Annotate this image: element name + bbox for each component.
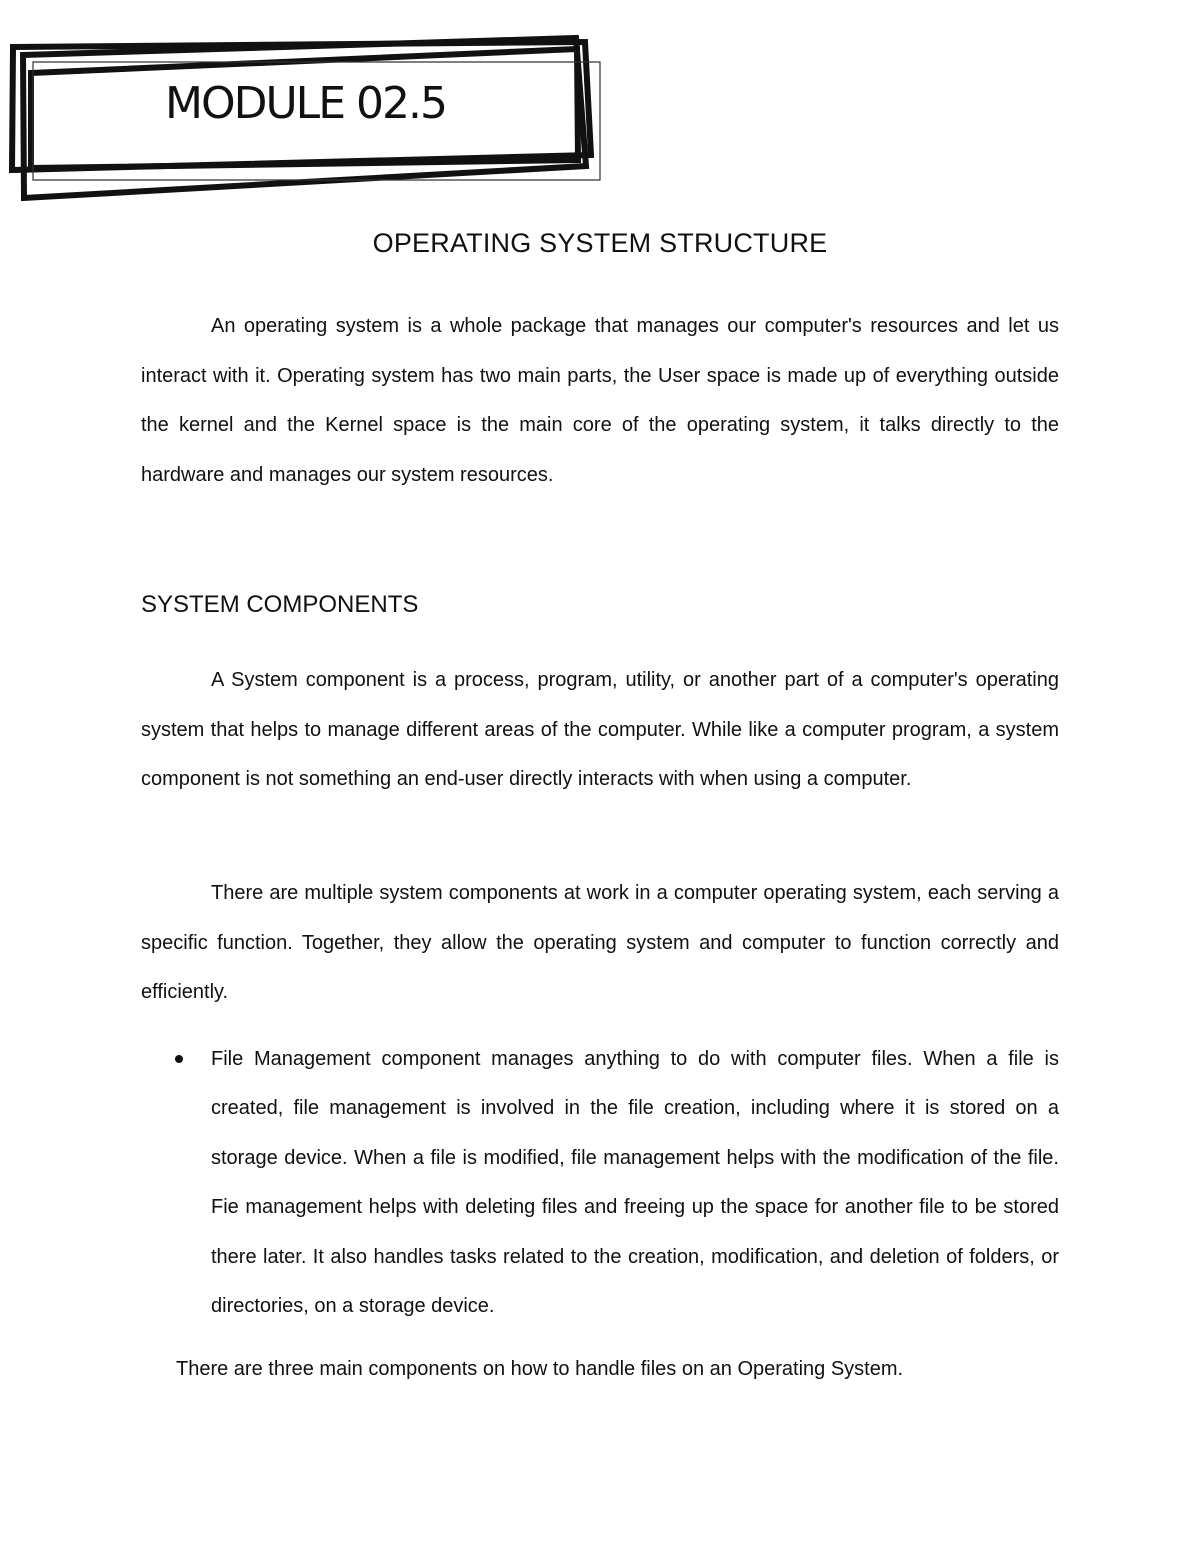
bullet-text-file-management: File Management component manages anything to do with computer files. When a file is created, file management is involved in the file creation, including where it is stored on a storage device. When a file is modified, file management helps with the modification of the file. Fie management helps with deleting files and freeing up the space for another file to be stored there later. It also handles tasks related to the creation, modification, and deletion of folders, or directories, on a storage device. xyxy=(211,1048,1059,1318)
paragraph-system-component: A System component is a process, program, utility, or another part of a computer's operating system that helps to manage different areas of the computer. While like a computer program, a system component is not something an end-user directly interacts with when using a computer. xyxy=(141,669,1059,791)
closing-line: There are three main components on how to handle files on an Operating System. xyxy=(176,1358,904,1380)
section-heading: SYSTEM COMPONENTS xyxy=(141,591,419,618)
paragraph-multiple-components: There are multiple system components at work in a computer operating system, each serving a specific function. Together, they allow the operating system and computer to function correctly and efficiently. xyxy=(141,882,1059,1004)
bullet-icon xyxy=(175,1055,183,1063)
module-label: MODULE 02.5 xyxy=(165,78,446,129)
document-title: OPERATING SYSTEM STRUCTURE xyxy=(372,228,828,258)
intro-paragraph: An operating system is a whole package that manages our computer's resources and let us interact with it. Operating system has two main parts, the User space is made up of everything outside the kernel and the Kernel space is the main core of the operating system, it talks directly to the hardware and manages our system resources. xyxy=(141,315,1059,487)
